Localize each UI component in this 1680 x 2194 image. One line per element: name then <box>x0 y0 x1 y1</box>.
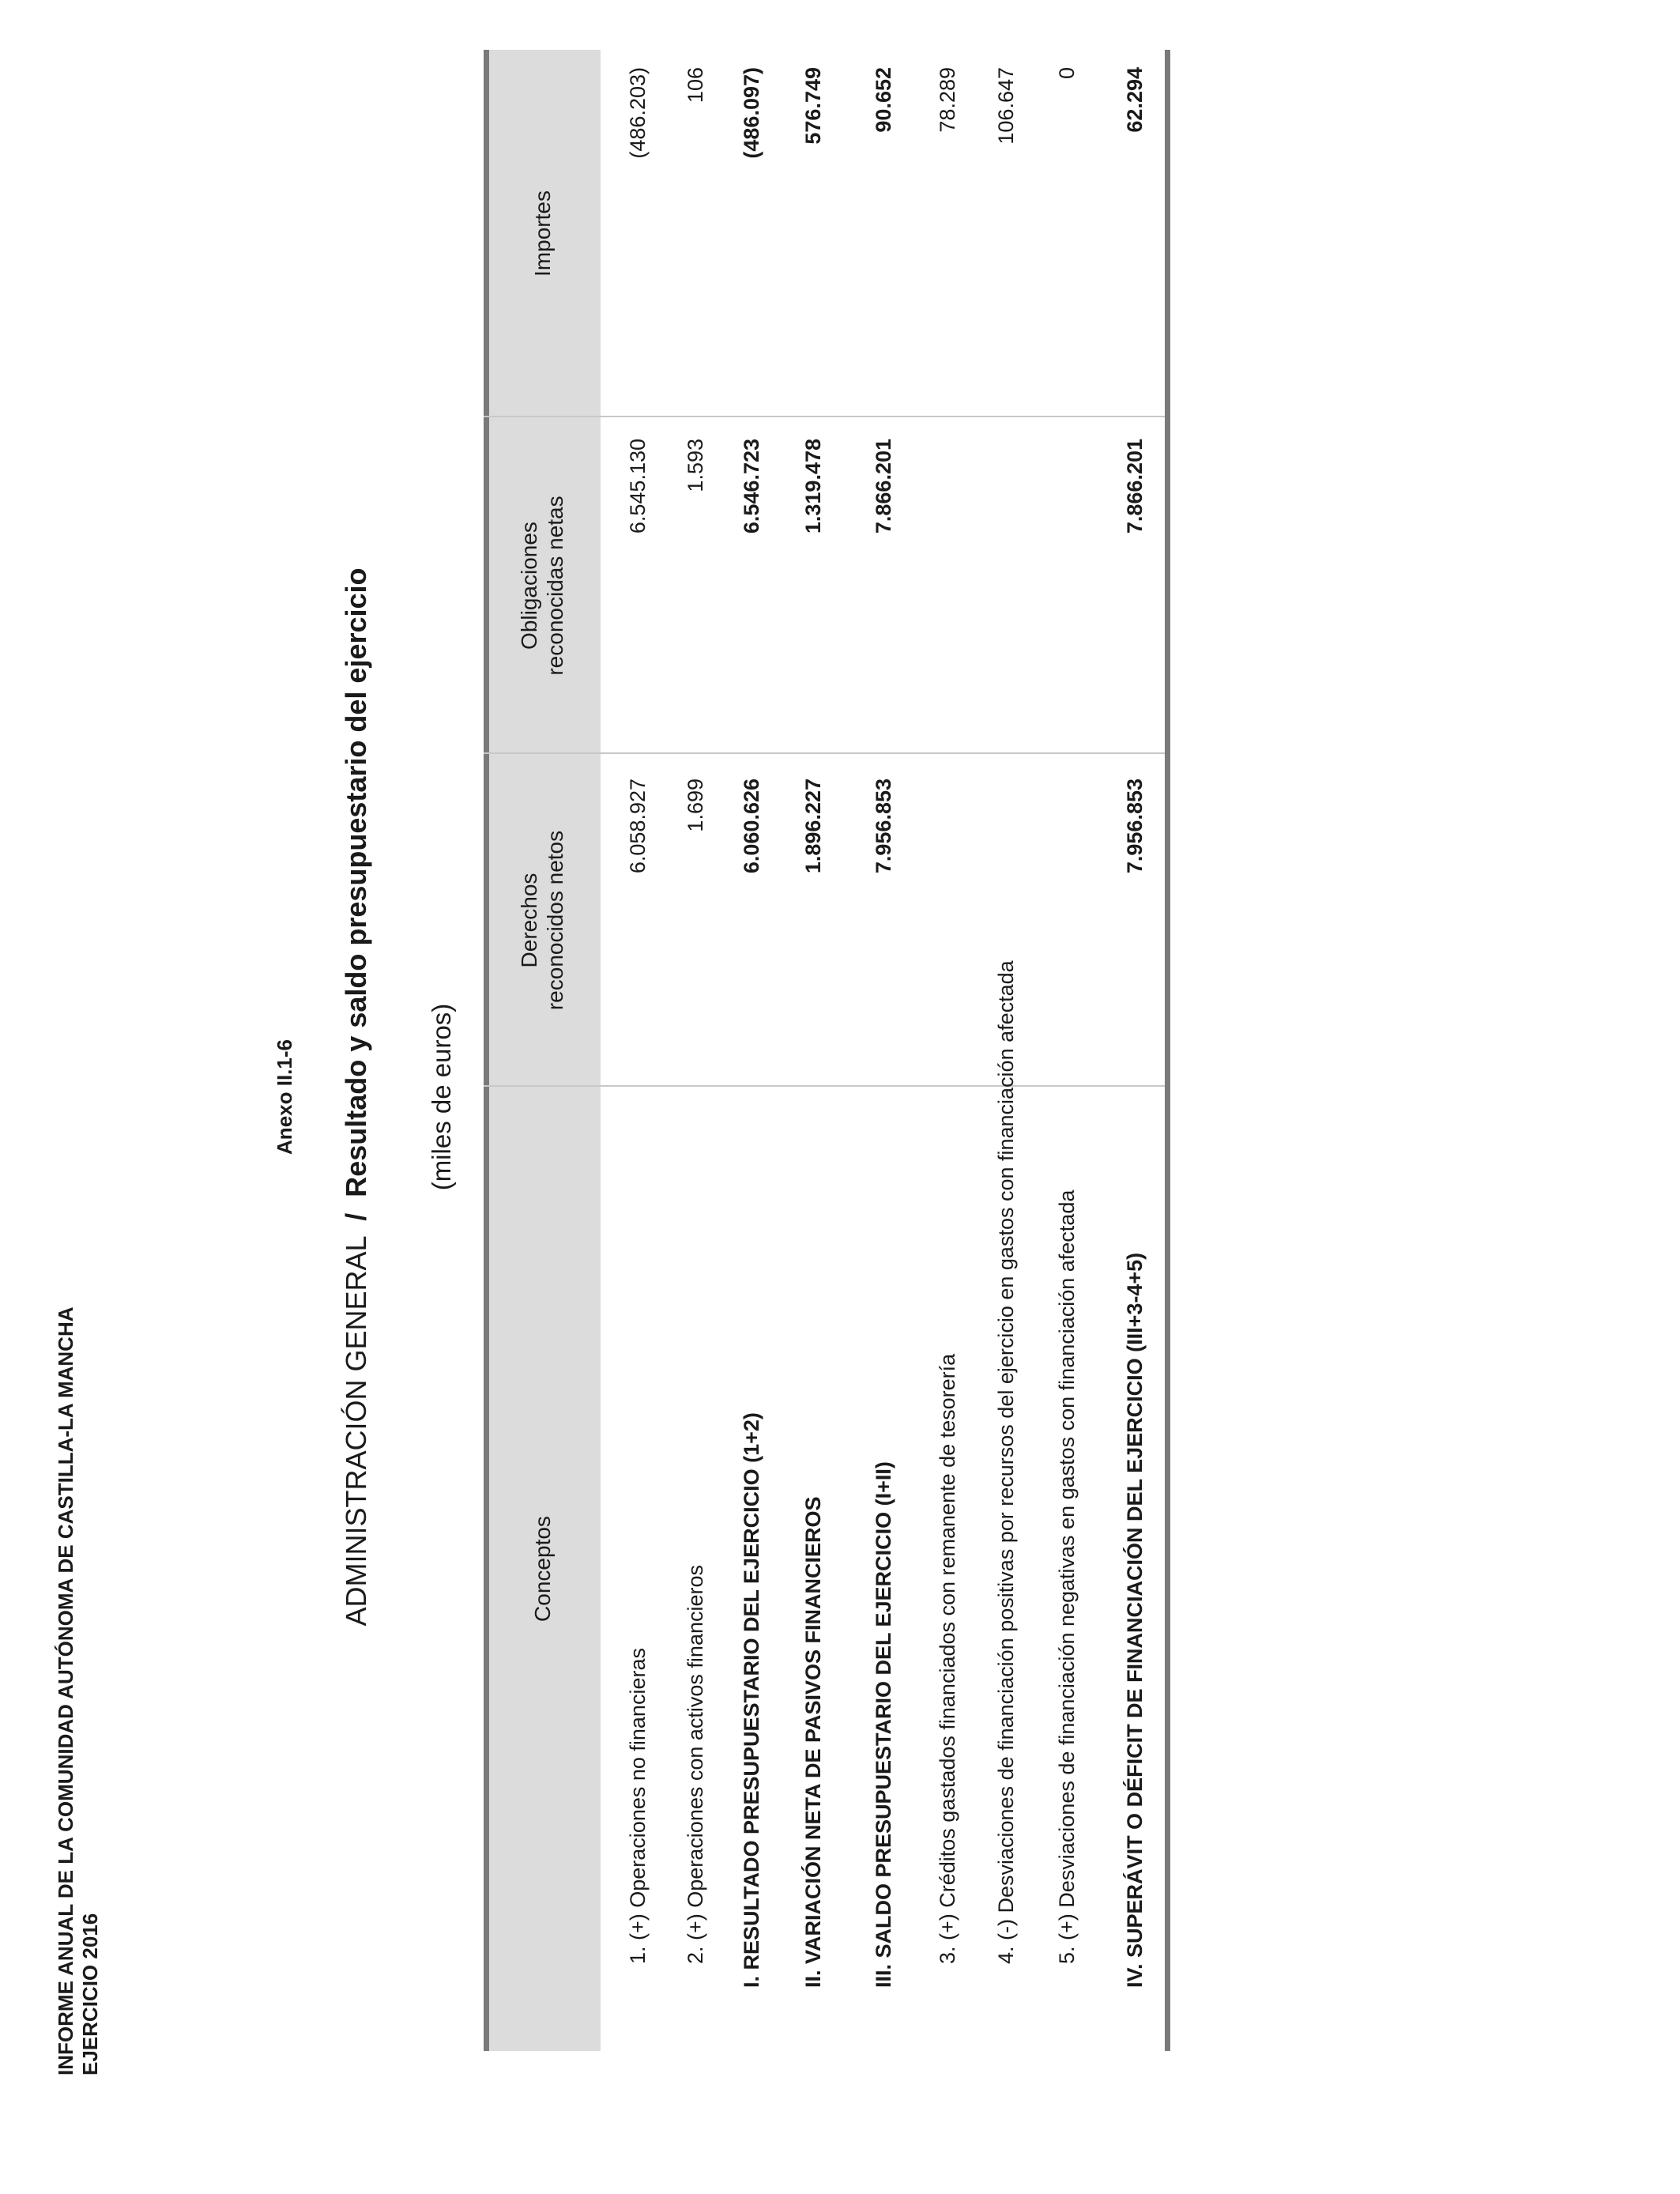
report-header-line2: EJERCICIO 2016 <box>78 1913 102 2075</box>
obligaciones-value: 6.546.723 <box>740 439 763 534</box>
annex-label: Anexo II.1-6 <box>273 1039 296 1155</box>
importes-value: 106 <box>684 67 707 104</box>
units-label: (miles de euros) <box>427 1003 456 1191</box>
table-bottom-rule <box>1165 50 1170 2051</box>
obligaciones-header-line2: reconocidas netas <box>543 496 567 676</box>
obligaciones-header-line1: Obligaciones <box>517 522 541 650</box>
report-header-line1: INFORME ANUAL DE LA COMUNIDAD AUTÓNOMA DE CASTILLA-LA MANCHA <box>54 1306 77 2075</box>
column-header-derechos <box>484 754 601 1087</box>
importes-value: 78.289 <box>936 67 959 133</box>
row-label: I. RESULTADO PRESUPUESTARIO DEL EJERCICIO (1+2) <box>740 1412 763 1988</box>
table-row <box>729 50 776 2051</box>
table-row <box>1112 50 1159 2051</box>
importes-value: (486.097) <box>740 67 763 159</box>
table-row <box>672 50 720 2051</box>
row-label: IV. SUPERÁVIT O DÉFICIT DE FINANCIACIÓN DEL EJERCICIO (III+3-4+5) <box>1123 1252 1147 1988</box>
obligaciones-value: 1.593 <box>684 439 707 492</box>
page-title <box>340 0 373 2194</box>
title-part2: Resultado y saldo presupuestario del ejercicio <box>340 567 372 1197</box>
column-header-obligaciones <box>484 417 601 754</box>
obligaciones-value: 6.545.130 <box>626 439 650 534</box>
derechos-header-line1: Derechos <box>517 873 541 968</box>
obligaciones-value: 1.319.478 <box>801 439 825 534</box>
importes-value: 576.749 <box>801 67 825 145</box>
importes-value: 62.294 <box>1123 67 1147 133</box>
importes-value: 0 <box>1055 67 1079 80</box>
row-label: 2. (+) Operaciones con activos financieros <box>684 1565 707 1964</box>
importes-value: (486.203) <box>626 67 650 159</box>
derechos-value: 6.058.927 <box>626 778 650 874</box>
table-row <box>615 50 662 2051</box>
table-row <box>925 50 972 2051</box>
report-header <box>54 1306 103 2075</box>
row-label: II. VARIACIÓN NETA DE PASIVOS FINANCIEROS <box>801 1496 825 1988</box>
obligaciones-value: 7.866.201 <box>1123 439 1147 534</box>
derechos-value: 1.699 <box>684 778 707 832</box>
title-separator: / <box>340 1212 372 1221</box>
table-row <box>861 50 908 2051</box>
derechos-value: 7.956.853 <box>1123 778 1147 874</box>
row-label: 1. (+) Operaciones no financieras <box>626 1648 650 1964</box>
table-row <box>790 50 838 2051</box>
column-header-importes: Importes <box>529 190 555 277</box>
obligaciones-value: 7.866.201 <box>872 439 895 534</box>
importes-value: 90.652 <box>872 67 895 133</box>
derechos-header-line2: reconocidos netos <box>543 830 567 1011</box>
derechos-value: 1.896.227 <box>801 778 825 874</box>
column-header-concepts: Conceptos <box>529 1516 555 1622</box>
row-label: 3. (+) Créditos gastados financiados con remanente de tesorería <box>936 1353 959 1964</box>
derechos-value: 7.956.853 <box>872 778 895 874</box>
title-part1: ADMINISTRACIÓN GENERAL <box>340 1236 372 1627</box>
row-label: 5. (+) Desviaciones de financiación negativas en gastos con financiación afectada <box>1055 1189 1079 1964</box>
budget-result-table <box>484 50 1170 2051</box>
importes-value: 106.647 <box>994 67 1018 145</box>
table-row <box>983 50 1030 2051</box>
row-label: 4. (-) Desviaciones de financiación positivas por recursos del ejercicio en gastos con financiación afectada <box>994 960 1018 1964</box>
derechos-value: 6.060.626 <box>740 778 763 874</box>
table-row <box>1044 50 1091 2051</box>
row-label: III. SALDO PRESUPUESTARIO DEL EJERCICIO (I+II) <box>872 1461 895 1988</box>
